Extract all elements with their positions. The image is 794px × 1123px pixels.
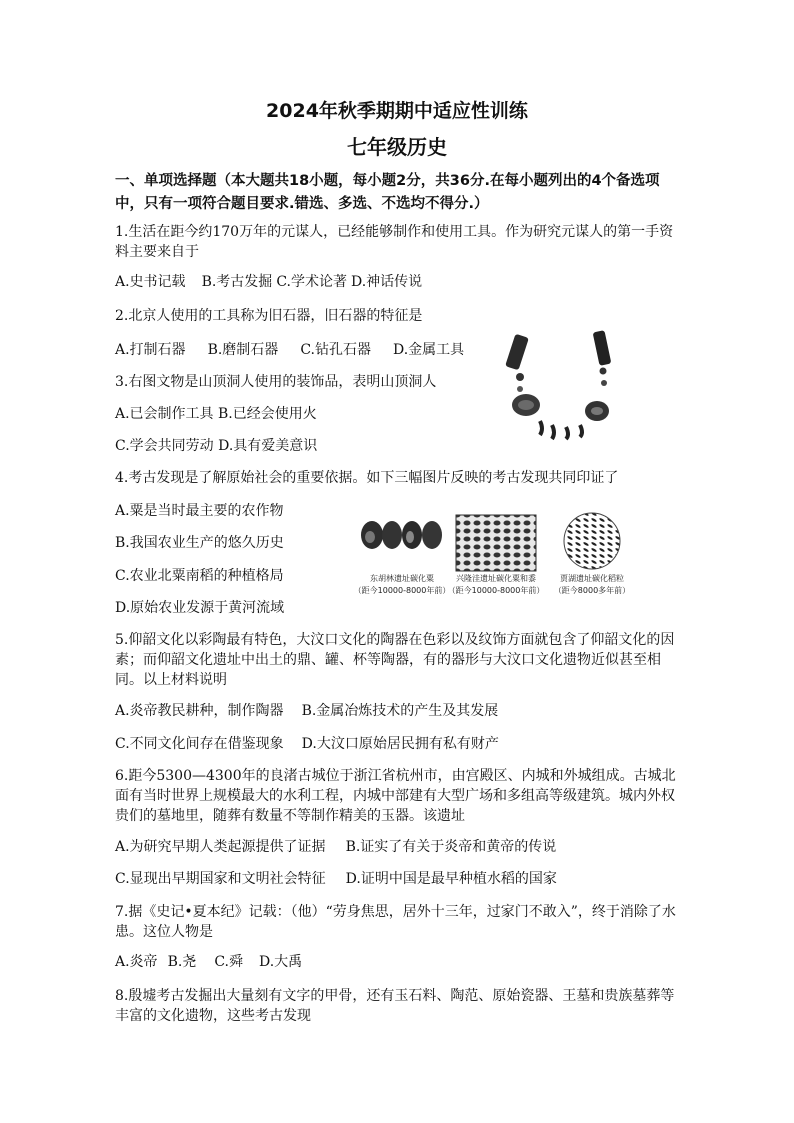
q1-option-a: A.史书记载: [115, 274, 186, 290]
question-5-options-line-2: [115, 734, 515, 754]
q2-option-c: C.钻孔石器: [300, 342, 371, 358]
grain-remains-figure: [342, 511, 642, 611]
q5-option-d: D.大汶口原始居民拥有私有财产: [301, 736, 499, 752]
q4-option-d: D.原始农业发源于黄河流域: [115, 600, 285, 616]
q2-option-b: B.磨制石器: [207, 342, 279, 358]
question-6-options-line-2: [115, 869, 573, 889]
q7-option-c: C.舜: [214, 954, 243, 970]
q4-option-a: A.粟是当时最主要的农作物: [115, 503, 284, 519]
q6-option-c: C.显现出早期国家和文明社会特征: [115, 871, 326, 887]
q7-option-a: A.炎帝: [115, 954, 158, 970]
question-1-stem: 1.生活在距今约170万年的元谋人，已经能够制作和使用工具。作为研究元谋人的第一手资料主要来自于: [115, 224, 674, 260]
question-1-options: [115, 272, 438, 292]
q6-option-a: A.为研究早期人类起源提供了证据: [115, 839, 326, 855]
q6-option-b: B.证实了有关于炎帝和黄帝的传说: [345, 839, 557, 855]
exam-subtitle: 七年级历史: [347, 135, 447, 159]
q5-option-a: A.炎帝教民耕种，制作陶器: [115, 703, 284, 719]
caption-1-date: （距今10000-8000年前）: [353, 586, 451, 595]
question-3-stem: 3.右图文物是山顶洞人使用的装饰品，表明山顶洞人: [115, 374, 437, 390]
donghulin-photo: [354, 521, 451, 595]
q1-option-d: D.神话传说: [350, 274, 423, 290]
q5-option-c: C.不同文化间存在借鉴现象: [115, 736, 284, 752]
caption-3-date: （距今8000多年前）: [553, 586, 631, 595]
question-6-stem: 6.距今5300—4300年的良渚古城位于浙江省杭州市，由宫殿区、内城和外城组成。古城北面有当时世界上规模最大的水利工程，内城中部建有大型广场和多组高等级建筑。城内外权贵们的墓地里，随葬有数量不等制作精美的玉器。该遗址: [115, 768, 676, 824]
caption-2-site: 兴隆洼遗址碳化粟和黍: [456, 574, 536, 583]
question-5-options-line-1: [115, 701, 514, 721]
question-7-stem: 7.据《史记•夏本纪》记载：（他）“劳身焦思，居外十三年，过家门不敢入”，终于消除了水患。这位人物是: [115, 904, 676, 940]
question-8-stem: 8.殷墟考古发掘出大量刻有文字的甲骨，还有玉石料、陶范、原始瓷器、王墓和贵族墓葬等丰富的文化遗物，这些考古发现: [115, 988, 675, 1024]
question-2-stem: 2.北京人使用的工具称为旧石器，旧石器的特征是: [115, 308, 423, 324]
q4-option-c: C.农业北粟南稻的种植格局: [115, 568, 284, 584]
caption-2-date: （距今10000-8000年前）: [447, 586, 545, 595]
question-7-options: [115, 952, 318, 972]
q2-option-d: D.金属工具: [392, 342, 465, 358]
jiahu-photo: [554, 513, 630, 595]
caption-3-site: 贾湖遗址碳化稻粒: [560, 574, 624, 583]
question-5-stem: 5.仰韶文化以彩陶最有特色，大汶口文化的陶器在色彩以及纹饰方面就包含了仰韶文化的因素；而仰韶文化遗址中出土的鼎、罐、杯等陶器，有的器形与大汶口文化遗物近似甚至相同。以上材料说明: [115, 632, 675, 688]
question-3-options-line-1: A.已会制作工具 B.已经会使用火: [115, 406, 317, 422]
upper-cave-ornaments-figure: [500, 325, 630, 445]
q1-option-c: C.学术论著: [276, 274, 347, 290]
question-4-stem: 4.考古发现是了解原始社会的重要依据。如下三幅图片反映的考古发现共同印证了: [115, 470, 619, 486]
caption-1-site: 东胡林遗址碳化粟: [370, 574, 434, 583]
xinglongwa-photo: [448, 515, 545, 595]
q6-option-d: D.证明中国是最早种植水稻的国家: [345, 871, 557, 887]
q7-option-b: B.尧: [167, 954, 197, 970]
q5-option-b: B.金属冶炼技术的产生及其发展: [301, 703, 499, 719]
q4-option-b: B.我国农业生产的悠久历史: [115, 535, 284, 551]
question-6-options-line-1: [115, 837, 572, 857]
q1-option-b: B.考古发掘: [201, 274, 273, 290]
exam-title: 2024年秋季期期中适应性训练: [266, 100, 528, 122]
q2-option-a: A.打制石器: [115, 342, 186, 358]
question-3-options-line-2: C.学会共同劳动 D.具有爱美意识: [115, 438, 318, 454]
question-2-options: [115, 340, 480, 360]
section-heading: 一、单项选择题（本大题共18小题，每小题2分，共36分.在每小题列出的4个备选项中，只有一项符合题目要求.错选、多选、不选均不得分.）: [115, 173, 660, 212]
q7-option-d: D.大禹: [258, 954, 303, 970]
